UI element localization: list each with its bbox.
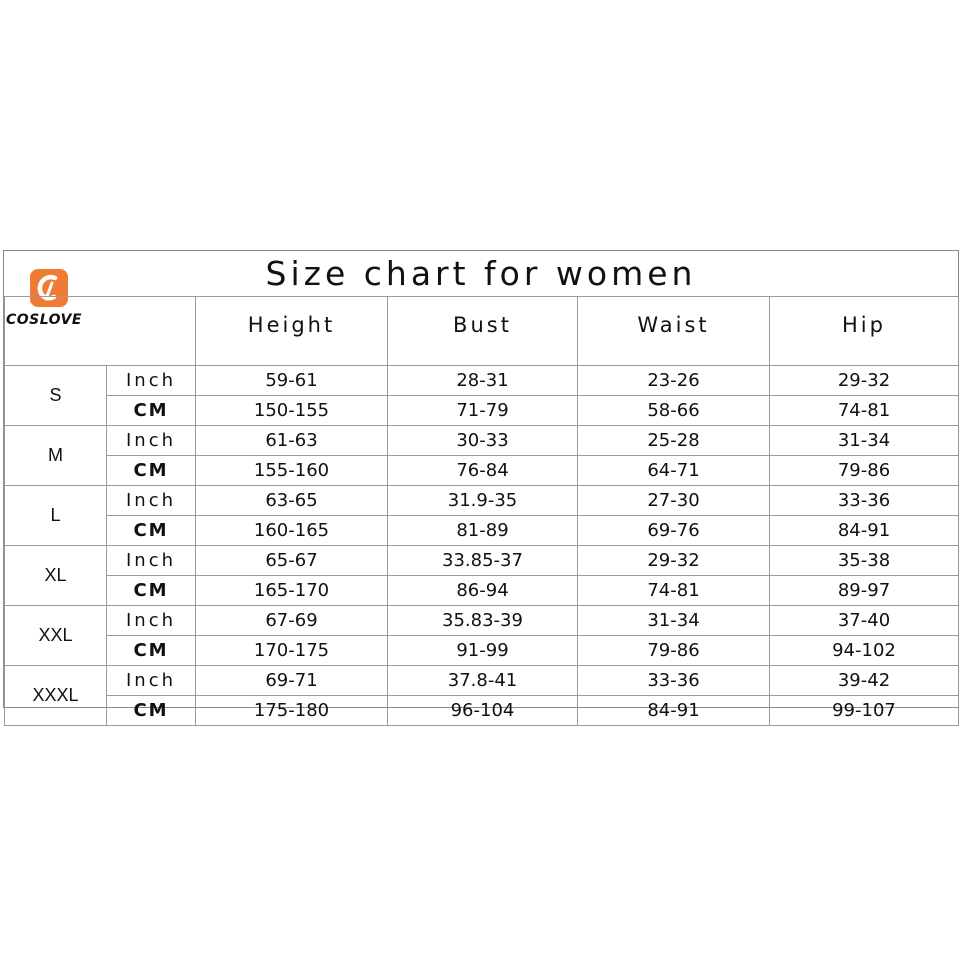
cell-waist-cm: 84-91 xyxy=(578,696,770,726)
cell-bust-inch: 35.83-39 xyxy=(388,606,578,636)
brand-logo-text: COSLOVE xyxy=(6,312,82,328)
cell-bust-cm: 76-84 xyxy=(388,456,578,486)
cell-bust-cm: 86-94 xyxy=(388,576,578,606)
unit-label-cm: CM xyxy=(107,696,196,726)
table-row xyxy=(5,576,959,606)
table-row xyxy=(5,696,959,726)
table-row xyxy=(5,516,959,546)
unit-label-cm: CM xyxy=(107,636,196,666)
table-row xyxy=(5,546,959,576)
cell-height-cm: 170-175 xyxy=(196,636,388,666)
cell-hip-cm: 74-81 xyxy=(770,396,959,426)
size-chart xyxy=(3,250,959,721)
cell-bust-cm: 96-104 xyxy=(388,696,578,726)
cell-height-inch: 59-61 xyxy=(196,366,388,396)
table-body xyxy=(5,366,959,726)
size-label: XXL xyxy=(5,606,107,666)
unit-label-inch: Inch xyxy=(107,666,196,696)
cell-bust-cm: 91-99 xyxy=(388,636,578,666)
table-row xyxy=(5,426,959,456)
table-row xyxy=(5,636,959,666)
table-row xyxy=(5,396,959,426)
cell-hip-inch: 37-40 xyxy=(770,606,959,636)
unit-label-cm: CM xyxy=(107,456,196,486)
size-label: S xyxy=(5,366,107,426)
size-label: XL xyxy=(5,546,107,606)
cell-height-inch: 69-71 xyxy=(196,666,388,696)
column-header-bust: Bust xyxy=(388,297,578,366)
header-corner xyxy=(5,297,196,366)
table-row xyxy=(5,456,959,486)
cell-waist-inch: 33-36 xyxy=(578,666,770,696)
size-label: XXXL xyxy=(5,666,107,726)
cell-bust-inch: 37.8-41 xyxy=(388,666,578,696)
cell-waist-cm: 64-71 xyxy=(578,456,770,486)
cell-height-cm: 160-165 xyxy=(196,516,388,546)
cell-height-inch: 61-63 xyxy=(196,426,388,456)
cell-waist-inch: 25-28 xyxy=(578,426,770,456)
cell-hip-inch: 31-34 xyxy=(770,426,959,456)
cell-bust-inch: 31.9-35 xyxy=(388,486,578,516)
unit-label-inch: Inch xyxy=(107,366,196,396)
cell-bust-cm: 71-79 xyxy=(388,396,578,426)
size-label: L xyxy=(5,486,107,546)
cell-hip-cm: 89-97 xyxy=(770,576,959,606)
cell-waist-cm: 79-86 xyxy=(578,636,770,666)
column-header-hip: Hip xyxy=(770,297,959,366)
unit-label-cm: CM xyxy=(107,576,196,606)
table-row xyxy=(5,486,959,516)
column-header-waist: Waist xyxy=(578,297,770,366)
cell-waist-cm: 74-81 xyxy=(578,576,770,606)
table-row xyxy=(5,606,959,636)
unit-label-inch: Inch xyxy=(107,426,196,456)
cell-height-cm: 165-170 xyxy=(196,576,388,606)
cell-bust-cm: 81-89 xyxy=(388,516,578,546)
cell-bust-inch: 30-33 xyxy=(388,426,578,456)
unit-label-inch: Inch xyxy=(107,486,196,516)
column-header-height: Height xyxy=(196,297,388,366)
cell-waist-cm: 69-76 xyxy=(578,516,770,546)
size-table xyxy=(4,296,959,726)
cell-bust-inch: 28-31 xyxy=(388,366,578,396)
cell-waist-inch: 31-34 xyxy=(578,606,770,636)
cell-hip-inch: 29-32 xyxy=(770,366,959,396)
table-row xyxy=(5,366,959,396)
unit-label-inch: Inch xyxy=(107,546,196,576)
cell-height-inch: 67-69 xyxy=(196,606,388,636)
unit-label-cm: CM xyxy=(107,396,196,426)
cell-height-cm: 150-155 xyxy=(196,396,388,426)
cell-hip-inch: 33-36 xyxy=(770,486,959,516)
cell-hip-inch: 39-42 xyxy=(770,666,959,696)
cell-bust-inch: 33.85-37 xyxy=(388,546,578,576)
cell-height-cm: 155-160 xyxy=(196,456,388,486)
table-row xyxy=(5,666,959,696)
cell-waist-inch: 29-32 xyxy=(578,546,770,576)
cell-hip-cm: 94-102 xyxy=(770,636,959,666)
cell-height-inch: 65-67 xyxy=(196,546,388,576)
cell-waist-inch: 27-30 xyxy=(578,486,770,516)
table-header-row xyxy=(5,297,959,366)
size-label: M xyxy=(5,426,107,486)
cell-hip-cm: 99-107 xyxy=(770,696,959,726)
cell-height-inch: 63-65 xyxy=(196,486,388,516)
chart-title: Size chart for women xyxy=(265,254,697,293)
cell-waist-inch: 23-26 xyxy=(578,366,770,396)
unit-label-cm: CM xyxy=(107,516,196,546)
cell-hip-cm: 79-86 xyxy=(770,456,959,486)
cell-waist-cm: 58-66 xyxy=(578,396,770,426)
unit-label-inch: Inch xyxy=(107,606,196,636)
cell-hip-cm: 84-91 xyxy=(770,516,959,546)
cell-height-cm: 175-180 xyxy=(196,696,388,726)
cell-hip-inch: 35-38 xyxy=(770,546,959,576)
